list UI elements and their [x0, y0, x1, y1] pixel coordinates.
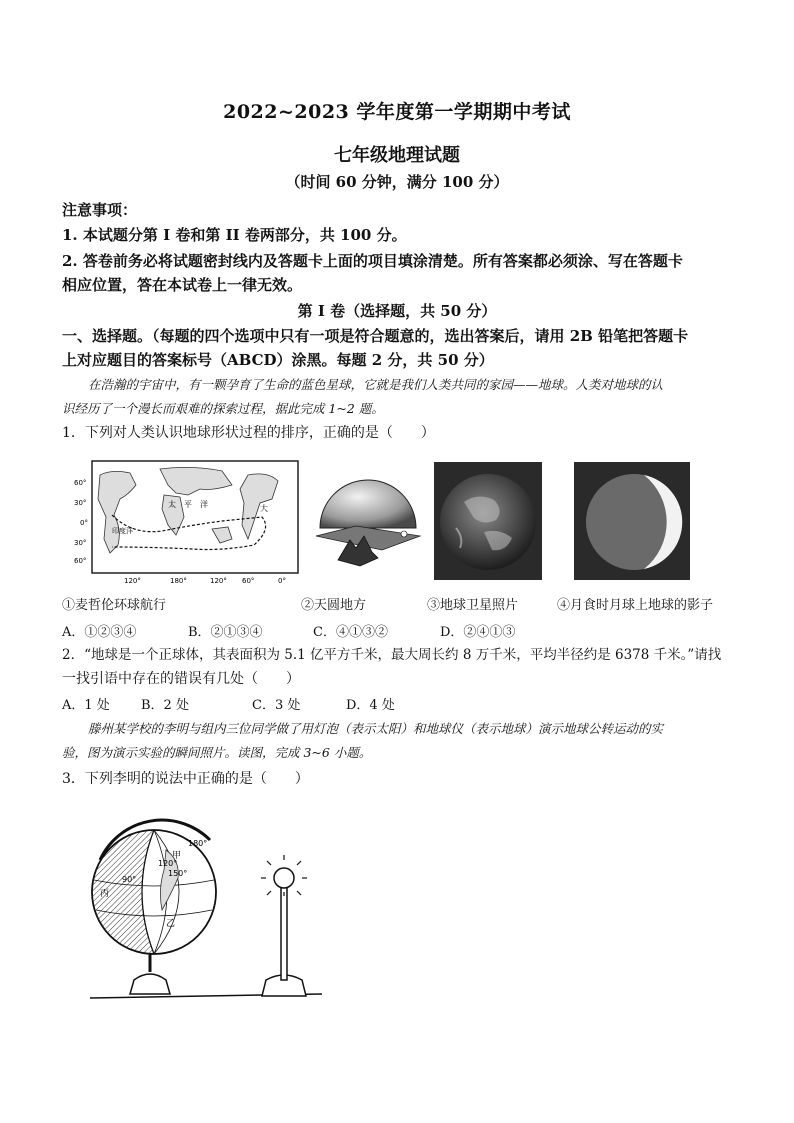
notes-item-1: 1. 本试题分第 I 卷和第 II 卷两部分，共 100 分。 — [62, 226, 407, 244]
lat-label: 60° — [74, 479, 87, 487]
time-info: （时间 60 分钟，满分 100 分） — [285, 173, 509, 191]
q1-option-a: A．①②③④ — [62, 625, 137, 640]
ocean-label: 大 — [260, 504, 268, 513]
q1-option-b: B．②①③④ — [188, 625, 263, 640]
globe-label-90: 90° — [122, 875, 137, 884]
q1-option-d: D．②④①③ — [440, 625, 516, 640]
section-heading: 第 I 卷（选择题，共 50 分） — [297, 302, 497, 320]
passage1-line1: 在浩瀚的宇宙中，有一颗孕育了生命的蓝色星球，它就是我们人类共同的家园——地球。人类对地球的认 — [88, 377, 664, 392]
notes-heading: 注意事项： — [62, 201, 138, 219]
lat-label: 60° — [74, 557, 87, 565]
q2-option-c: C．3 处 — [252, 698, 301, 713]
q1-caption-4: ④月食时月球上地球的影子 — [557, 598, 714, 613]
q2-option-b: B．2 处 — [141, 698, 189, 713]
lat-label: 30° — [74, 539, 87, 547]
lat-label: 0° — [80, 519, 88, 527]
q1-caption-2: ②天圆地方 — [301, 598, 367, 613]
passage1-line2: 识经历了一个漫长而艰难的探索过程，据此完成 1~2 题。 — [62, 401, 384, 416]
q1-option-c: C．④①③② — [313, 625, 388, 640]
globe-label-yi: 乙 — [166, 919, 176, 929]
q2-stem-line2: 一找引语中存在的错误有几处（ ） — [62, 671, 300, 687]
ocean-label: 太 平 洋 — [168, 500, 208, 509]
lat-label: 30° — [74, 499, 87, 507]
globe-lamp-figure — [70, 800, 330, 1010]
section-instructions-line2: 上对应题目的答案标号（ABCD）涂黑。每题 2 分，共 50 分） — [62, 351, 494, 369]
passage2-line2: 验，图为演示实验的瞬间照片。读图，完成 3~6 小题。 — [62, 745, 372, 760]
globe-label-150: 150° — [168, 869, 188, 878]
notes-item-2-line2: 相应位置，答在本试卷上一律无效。 — [62, 276, 303, 294]
ocean-label: 印度洋 — [112, 527, 133, 535]
lamp — [261, 855, 307, 996]
lon-label: 60° — [242, 577, 255, 585]
section-instructions-line1: 一、选择题。（每题的四个选项中只有一项是符合题意的，选出答案后，请用 2B 铅笔把答题卡 — [62, 327, 689, 345]
q1-caption-1: ①麦哲伦环球航行 — [62, 598, 167, 613]
lon-label: 0° — [278, 577, 286, 585]
exam-title: 2022~2023 学年度第一学期期中考试 — [223, 101, 571, 123]
q3-stem: 3．下列李明的说法中正确的是（ ） — [62, 771, 309, 787]
globe-label-120: 120° — [158, 859, 178, 868]
exam-subtitle: 七年级地理试题 — [334, 145, 460, 166]
lon-label: 180° — [170, 577, 187, 585]
lon-label: 120° — [210, 577, 227, 585]
lon-label: 120° — [124, 577, 141, 585]
globe-label-bing: 丙 — [100, 889, 110, 899]
magellan-route-map — [72, 455, 304, 585]
passage2-line1: 滕州某学校的李明与组内三位同学做了用灯泡（表示太阳）和地球仪（表示地球）演示地球公转运动的实 — [88, 721, 664, 736]
q2-option-a: A．1 处 — [62, 698, 110, 713]
q2-option-d: D．4 处 — [346, 698, 395, 713]
sky-dome-figure — [312, 466, 422, 576]
notes-item-2-line1: 2. 答卷前务必将试题密封线内及答题卡上面的项目填涂清楚。所有答案都必须涂、写在答题卡 — [62, 252, 683, 270]
globe-label-180: 180° — [188, 839, 208, 848]
q2-stem-line1: 2．“地球是一个正球体，其表面积为 5.1 亿平方千米，最大周长约 8 万千米，平均半径约是 6378 千米。”请找 — [62, 647, 722, 663]
globe-label-jia: 甲 — [172, 851, 182, 861]
q1-caption-3: ③地球卫星照片 — [427, 598, 519, 613]
earth-satellite-photo — [434, 462, 542, 580]
q1-stem: 1．下列对人类认识地球形状过程的排序，正确的是（ ） — [62, 425, 435, 441]
lunar-eclipse-photo — [574, 462, 690, 580]
